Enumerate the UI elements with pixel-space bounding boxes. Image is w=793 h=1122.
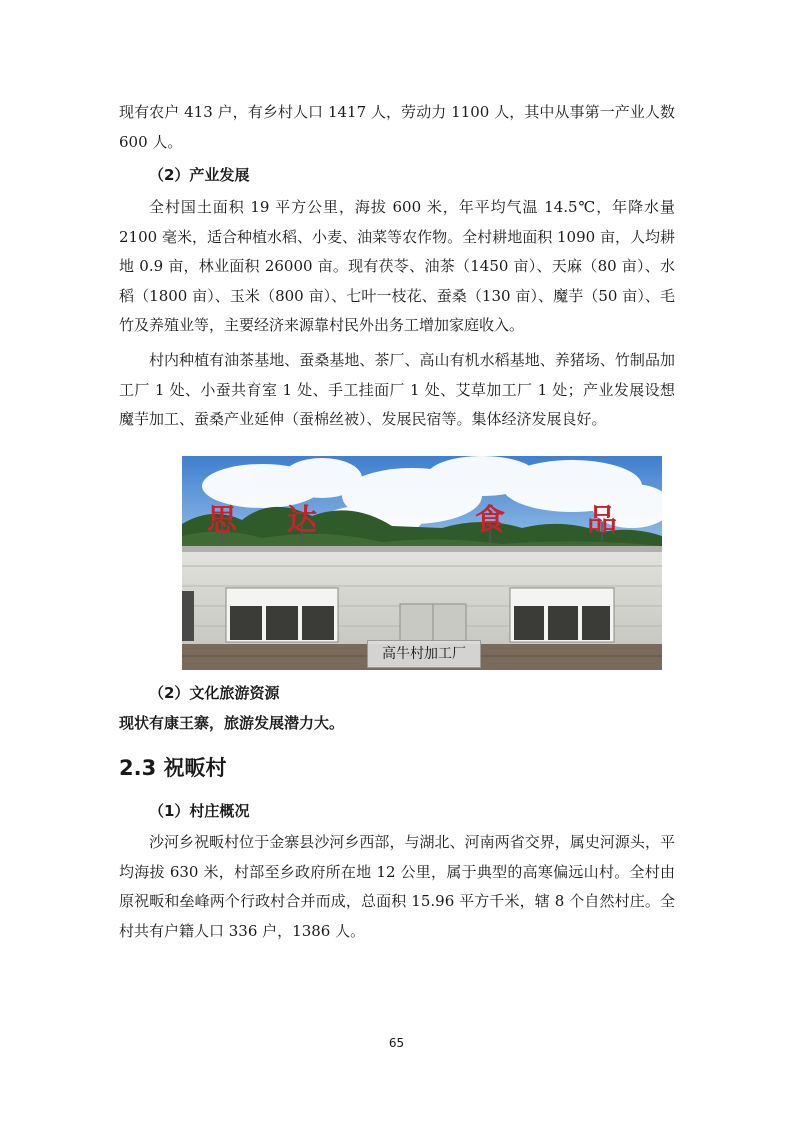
sign-character: 品 [587, 503, 617, 538]
paragraph-industry-bases: 村内种植有油茶基地、蚕桑基地、茶厂、高山有机水稻基地、养猪场、竹制品加工厂 1 处、小蚕共育室 1 处、手工挂面厂 1 处、艾草加工厂 1 处；产业发展设想魔芋加工、蚕桑产业延伸（蚕棉丝被）、发展民宿等。集体经济发展良好。 [119, 351, 675, 428]
heading-industry-development: （2）产业发展 [149, 166, 250, 184]
sign-character: 思 [207, 503, 237, 538]
photo-caption: 高牛村加工厂 [367, 640, 481, 668]
factory-photo-illustration [182, 456, 662, 670]
page-number: 65 [388, 1036, 405, 1050]
heading-culture-tourism: （2）文化旅游资源 [149, 684, 280, 702]
paragraph-culture-tourism: 现状有康王寨，旅游发展潜力大。 [119, 714, 345, 732]
factory-photo [182, 456, 662, 670]
paragraph-households: 现有农户 413 户，有乡村人口 1417 人，劳动力 1100 人，其中从事第一产业人数 600 人。 [119, 103, 675, 151]
section-title: 2.3 祝畈村 [119, 756, 227, 780]
sign-character: 达 [287, 503, 317, 538]
sign-character: 食 [475, 503, 505, 538]
paragraph-village-overview: 沙河乡祝畈村位于金寨县沙河乡西部，与湖北、河南两省交界，属史河源头，平均海拔 630 米，村部至乡政府所在地 12 公里，属于典型的高寒偏远山村。全村由原祝畈和垒峰两个行政村合并而成，总面积 15.96 平方千米，辖 8 个自然村庄。全村共有户籍人口 336 户，1386 人。 [119, 833, 675, 940]
heading-village-overview: （1）村庄概况 [149, 802, 250, 820]
paragraph-land-and-crops: 全村国土面积 19 平方公里，海拔 600 米，年平均气温 14.5℃，年降水量 2100 毫米，适合种植水稻、小麦、油菜等农作物。全村耕地面积 1090 亩，人均耕地 0.9 亩，林业面积 26000 亩。现有茯苓、油茶（1450 亩）、天麻（80 亩）、水稻（1800 亩）、玉米（800 亩）、七叶一枝花、蚕桑（130 亩）、魔芋（50 亩）、毛竹及养殖业等，主要经济来源靠村民外出务工增加家庭收入。 [119, 198, 675, 334]
